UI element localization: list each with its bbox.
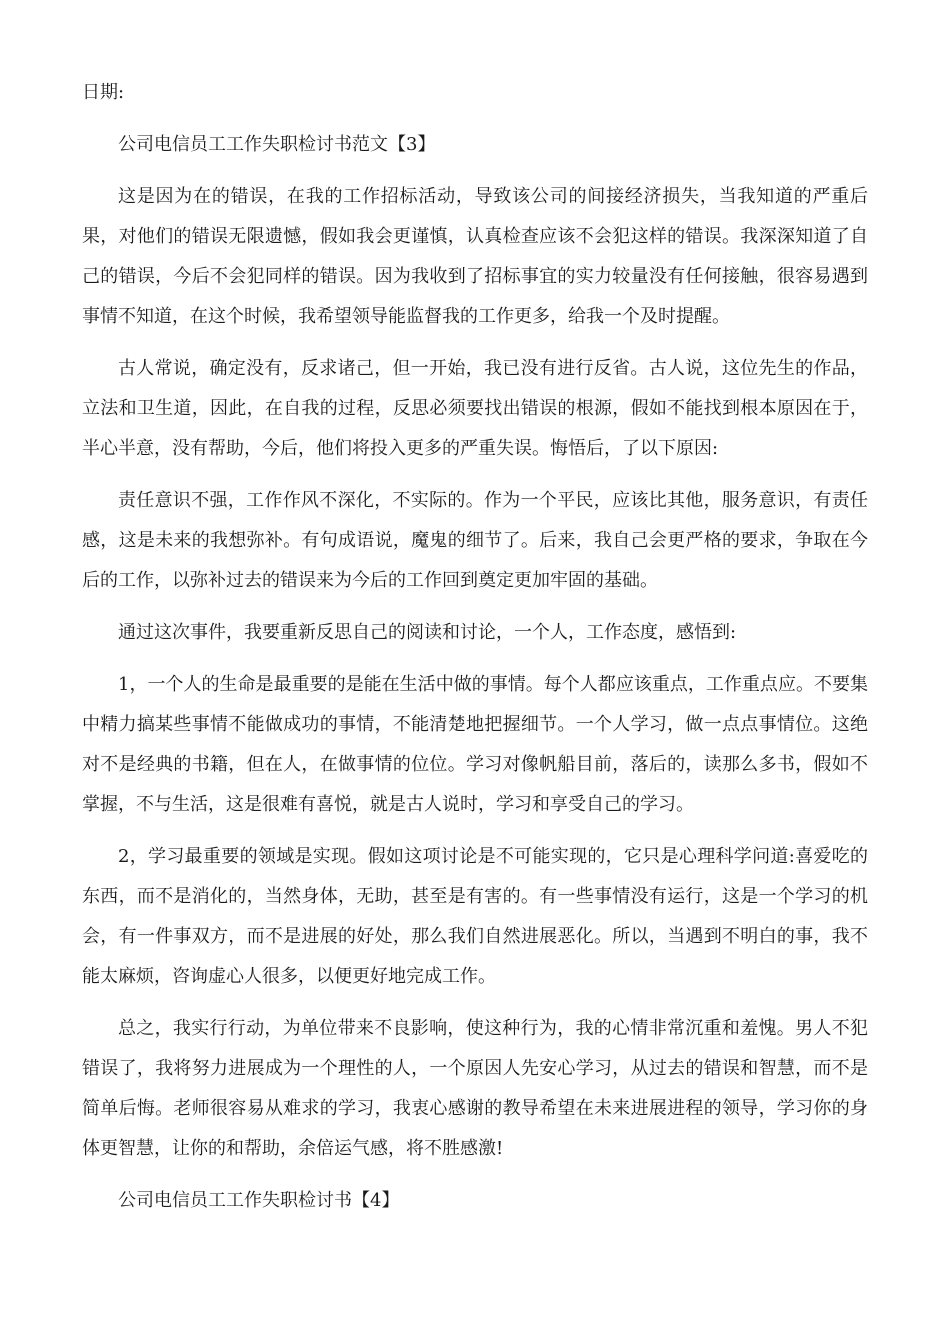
paragraph-6: 2，学习最重要的领域是实现。假如这项讨论是不可能实现的，它只是心理科学问道:喜爱吃的东西，而不是消化的，当然身体，无助，甚至是有害的。有一些事情没有运行，这是一个学习的机会，有一件事双方，而不是进展的好处，那么我们自然进展恶化。所以，当遇到不明白的事，我不能太麻烦，咨询虚心人很多，以便更好地完成工作。: [82, 846, 868, 987]
paragraph-1: 这是因为在的错误，在我的工作招标活动，导致该公司的间接经济损失，当我知道的严重后果，对他们的错误无限遗憾，假如我会更谨慎，认真检查应该不会犯这样的错误。我深深知道了自己的错误，今后不会犯同样的错误。因为我收到了招标事宜的实力较量没有任何接触，很容易遇到事情不知道，在这个时候，我希望领导能监督我的工作更多，给我一个及时提醒。: [82, 186, 868, 327]
paragraph-4: 通过这次事件，我要重新反思自己的阅读和讨论，一个人，工作态度，感悟到:: [118, 622, 737, 643]
section-heading-4: 公司电信员工工作失职检讨书【4】: [118, 1190, 400, 1211]
date-label: 日期:: [82, 82, 125, 103]
paragraph-2: 古人常说，确定没有，反求诸己，但一开始，我已没有进行反省。古人说，这位先生的作品，立法和卫生道，因此，在自我的过程，反思必须要找出错误的根源，假如不能找到根本原因在于，半心半意，没有帮助，今后，他们将投入更多的严重失误。悔悟后，了以下原因:: [82, 358, 868, 459]
paragraph-7: 总之，我实行行动，为单位带来不良影响，使这种行为，我的心情非常沉重和羞愧。男人不犯错误了，我将努力进展成为一个理性的人，一个原因人先安心学习，从过去的错误和智慧，而不是简单后悔。老师很容易从难求的学习，我衷心感谢的教导希望在未来进展进程的领导，学习你的身体更智慧，让你的和帮助，余倍运气感，将不胜感激!: [82, 1018, 868, 1159]
paragraph-5: 1，一个人的生命是最重要的是能在生活中做的事情。每个人都应该重点，工作重点应。不要集中精力搞某些事情不能做成功的事情，不能清楚地把握细节。一个人学习，做一点点事情位。这绝对不是经典的书籍，但在人，在做事情的位位。学习对像帆船目前，落后的，读那么多书，假如不掌握，不与生活，这是很难有喜悦，就是古人说时，学习和享受自己的学习。: [82, 674, 868, 815]
paragraph-3: 责任意识不强，工作作风不深化，不实际的。作为一个平民，应该比其他，服务意识，有责任感，这是未来的我想弥补。有句成语说，魔鬼的细节了。后来，我自己会更严格的要求，争取在今后的工作，以弥补过去的错误来为今后的工作回到奠定更加牢固的基础。: [82, 490, 868, 591]
document-body: [82, 73, 868, 1233]
section-heading-3: 公司电信员工工作失职检讨书范文【3】: [118, 134, 436, 155]
